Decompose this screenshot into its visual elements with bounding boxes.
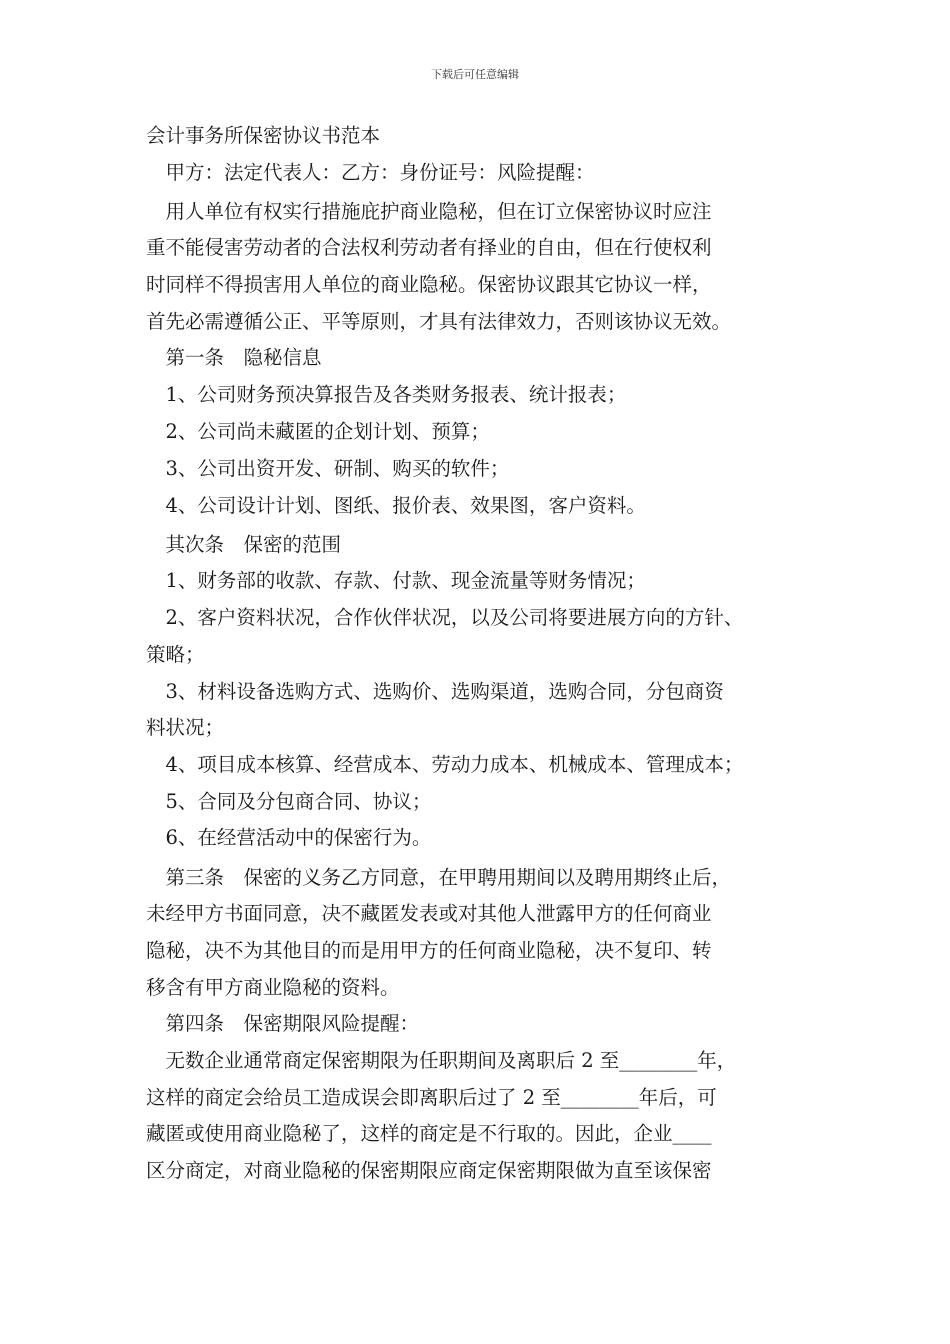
page-header-note: 下载后可任意编辑: [431, 68, 519, 81]
paragraph-line: 无数企业通常商定保密期限为任职期间及离职后 2 至________年，: [146, 1049, 737, 1072]
document-title: 会计事务所保密协议书范本: [146, 124, 381, 147]
list-item: 1、财务部的收款、存款、付款、现金流量等财务情况；: [146, 569, 646, 592]
list-item: 4、公司设计计划、图纸、报价表、效果图，客户资料。: [146, 494, 646, 517]
paragraph-line: 用人单位有权实行措施庇护商业隐秘，但在订立保密协议时应注: [146, 200, 712, 223]
list-item: 料状况；: [146, 716, 225, 739]
list-item: 3、公司出资开发、研制、购买的软件；: [146, 457, 510, 480]
list-item: 3、材料设备选购方式、选购价、选购渠道，选购合同，分包商资: [146, 680, 724, 703]
paragraph-line: 第三条 保密的义务乙方同意，在甲聘用期间以及聘用期终止后，: [146, 866, 732, 889]
paragraph-line: 甲方：法定代表人：乙方：身份证号：风险提醒：: [146, 161, 595, 184]
list-item: 1、公司财务预决算报告及各类财务报表、统计报表；: [146, 383, 627, 406]
list-item: 2、公司尚未藏匿的企划计划、预算；: [146, 420, 490, 443]
paragraph-line: 区分商定，对商业隐秘的保密期限应商定保密期限做为直至该保密: [146, 1159, 712, 1182]
paragraph-line: 重不能侵害劳动者的合法权利劳动者有择业的自由，但在行使权利: [146, 236, 712, 259]
section-heading: 第一条 隐秘信息: [146, 346, 322, 369]
paragraph-line: 未经甲方书面同意，决不藏匿发表或对其他人泄露甲方的任何商业: [146, 902, 712, 925]
list-item: 策略；: [146, 643, 205, 666]
list-item: 6、在经营活动中的保密行为。: [146, 826, 432, 849]
paragraph-line: 隐秘，决不为其他目的而是用甲方的任何商业隐秘，决不复印、转: [146, 939, 712, 962]
list-item: 5、合同及分包商合同、协议；: [146, 790, 432, 813]
list-item: 4、项目成本核算、经营成本、劳动力成本、机械成本、管理成本；: [146, 753, 744, 776]
paragraph-line: 首先必需遵循公正、平等原则，才具有法律效力，否则该协议无效。: [146, 310, 732, 333]
paragraph-line: 移含有甲方商业隐秘的资料。: [146, 976, 400, 999]
list-item: 2、客户资料状况，合作伙伴状况，以及公司将要进展方向的方针、: [146, 606, 744, 629]
section-heading: 第四条 保密期限风险提醒：: [146, 1012, 420, 1035]
section-heading: 其次条 保密的范围: [146, 533, 342, 556]
paragraph-line: 藏匿或使用商业隐秘了，这样的商定是不行取的。因此，企业____: [146, 1122, 712, 1145]
paragraph-line: 这样的商定会给员工造成误会即离职后过了 2 至________年后，可: [146, 1086, 717, 1109]
paragraph-line: 时同样不得损害用人单位的商业隐秘。保密协议跟其它协议一样，: [146, 273, 712, 296]
